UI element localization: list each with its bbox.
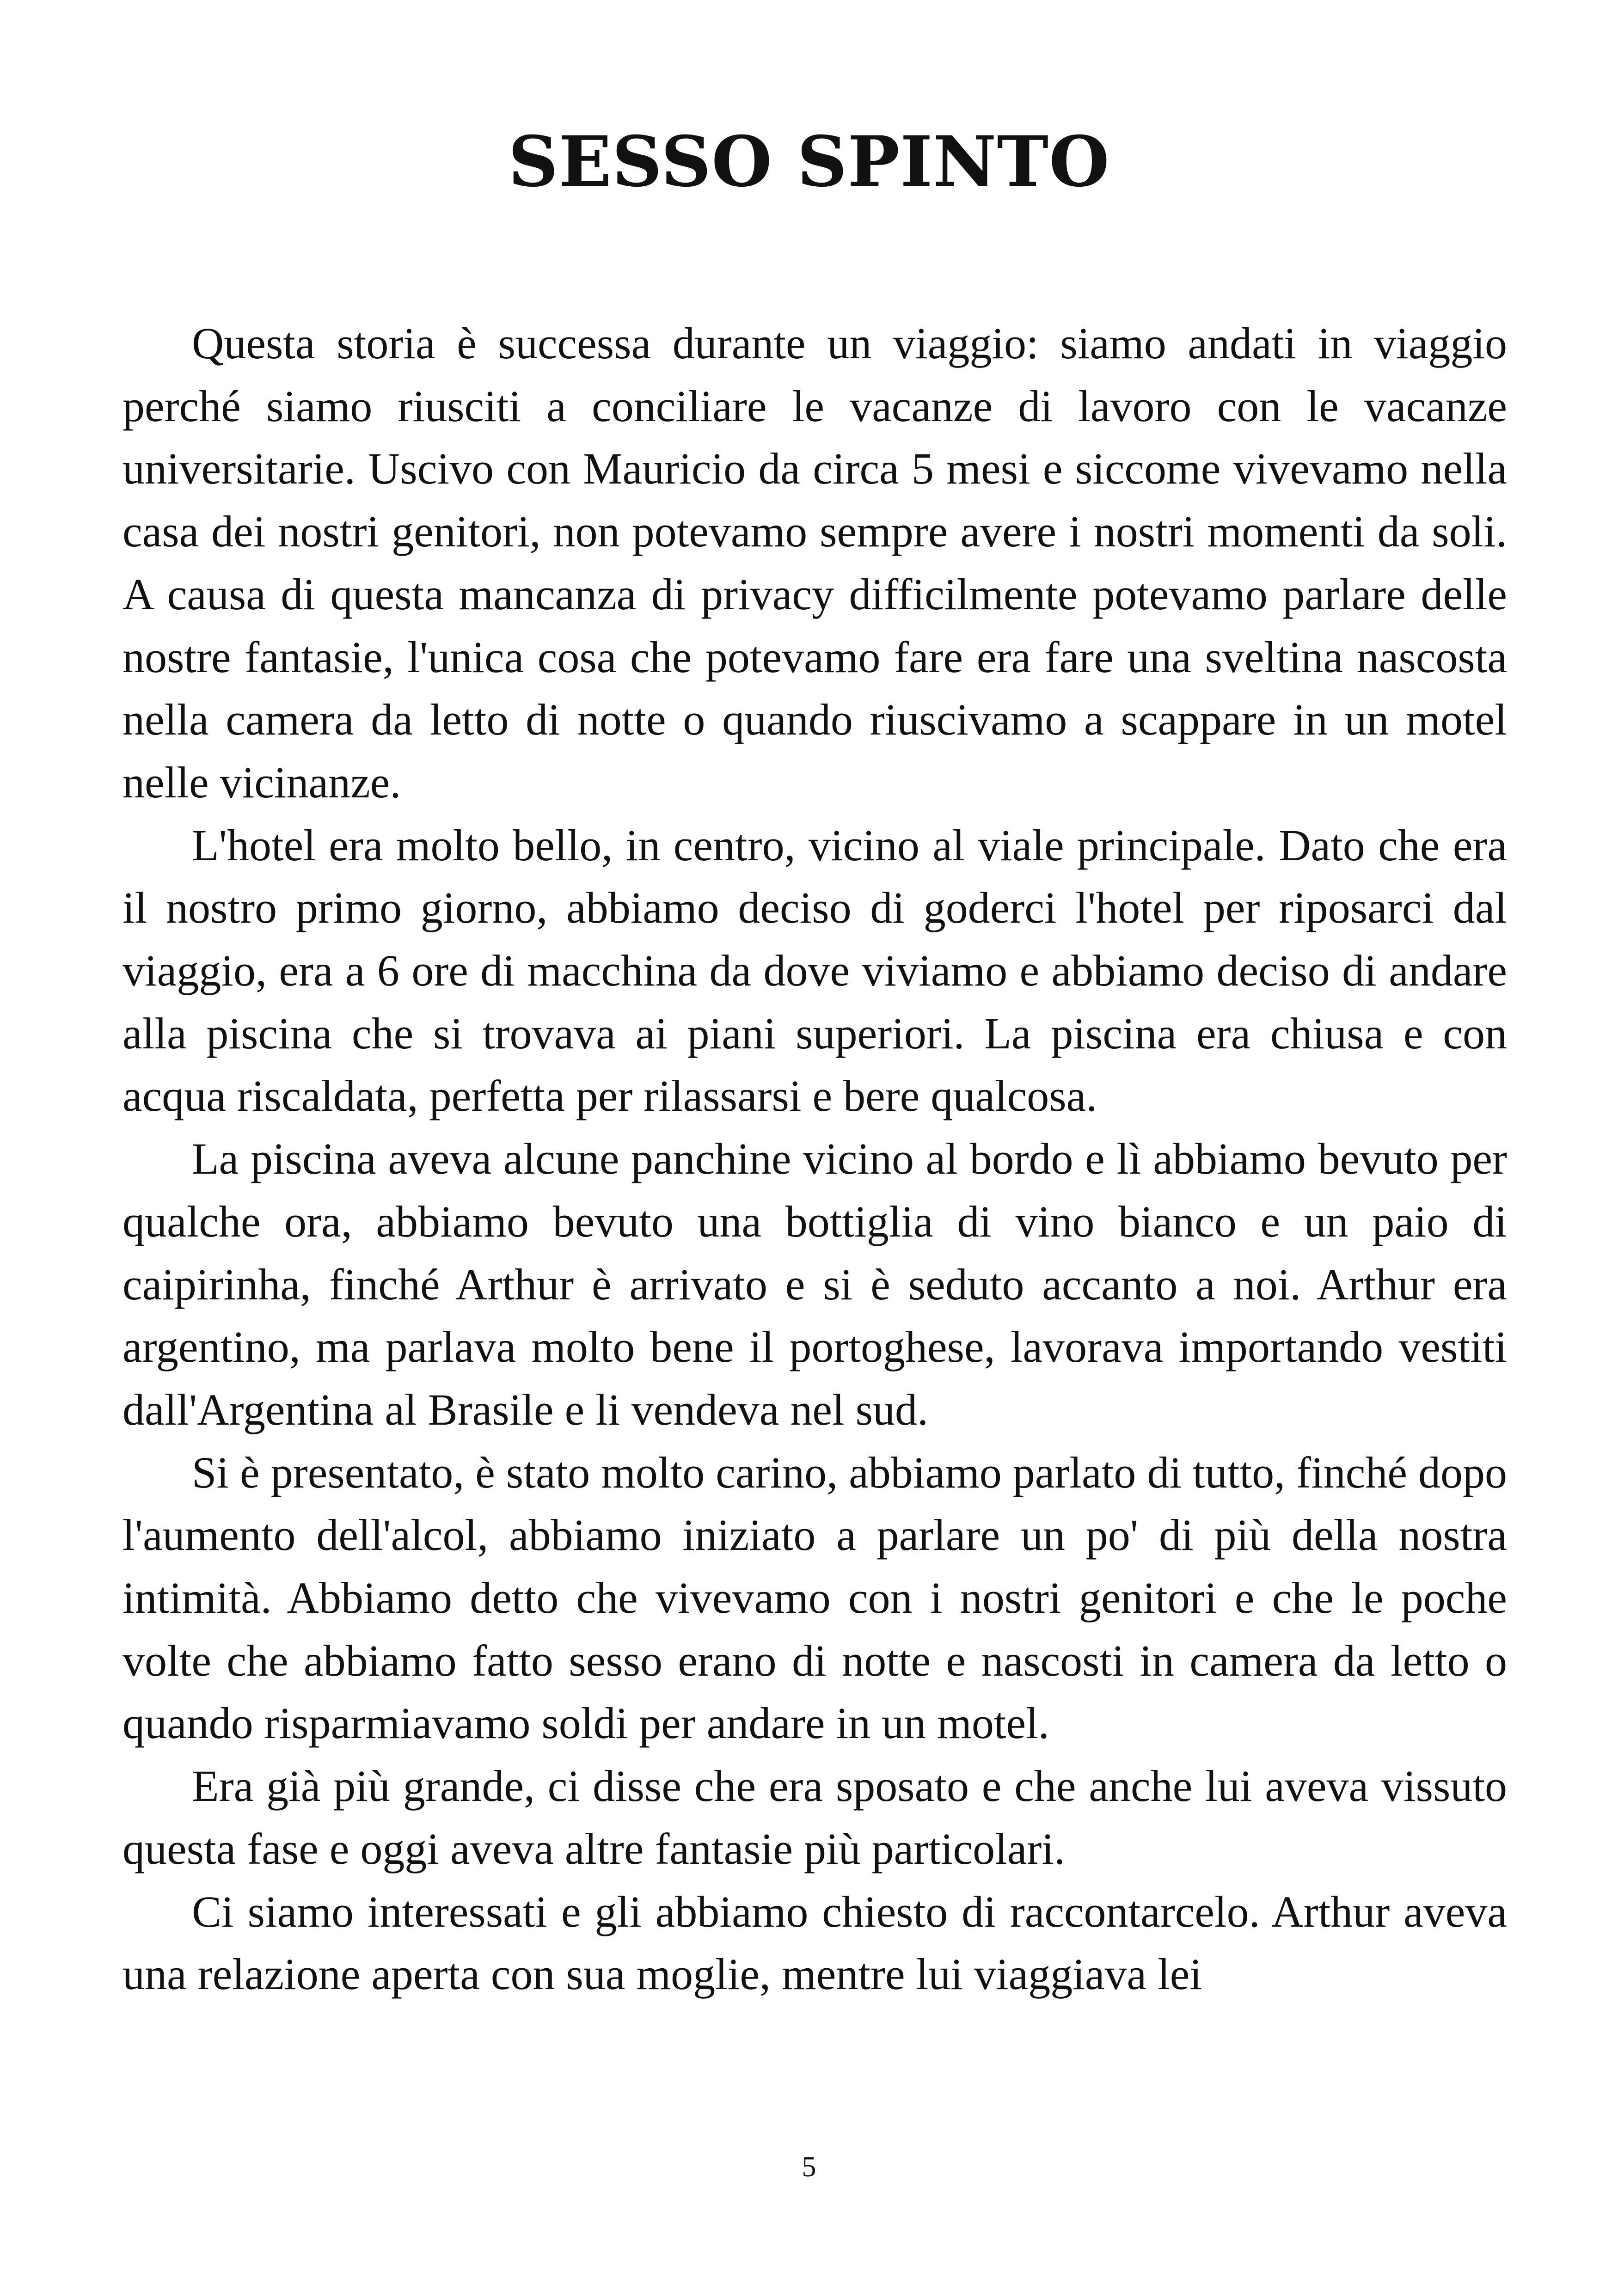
page-number: 5 [802, 2151, 816, 2183]
paragraph: La piscina aveva alcune panchine vicino al bordo e lì abbiamo bevuto per qualche ora, abbiamo bevuto una bottiglia di vino bianco e un paio di caipirinha, finché Arthur è arrivato e si è seduto accanto a noi. Arthur era argentino, ma parlava molto bene il portoghese, lavorava importando vestiti dall'Argentina al Brasile e li vendeva nel sud. [123, 1134, 1507, 1434]
paragraph: Era già più grande, ci disse che era sposato e che anche lui aveva vissuto questa fase e oggi aveva altre fantasie più particolari. [123, 1761, 1507, 1874]
paragraph: Questa storia è successa durante un viaggio: siamo andati in viaggio perché siamo riusciti a conciliare le vacanze di lavoro con le vacanze universitarie. Uscivo con Mauricio da circa 5 mesi e siccome vivevamo nella casa dei nostri genitori, non potevamo sempre avere i nostri momenti da soli. A causa di questa mancanza di privacy difficilmente potevamo parlare delle nostre fantasie, l'unica cosa che potevamo fare era fare una sveltina nascosta nella camera da letto di notte o quando riuscivamo a scappare in un motel nelle vicinanze. [123, 318, 1507, 807]
chapter-title: SESSO SPINTO [508, 121, 1110, 202]
paragraph: L'hotel era molto bello, in centro, vicino al viale principale. Dato che era il nostro primo giorno, abbiamo deciso di goderci l'hotel per riposarci dal viaggio, era a 6 ore di macchina da dove viviamo e abbiamo deciso di andare alla piscina che si trovava ai piani superiori. La piscina era chiusa e con acqua riscaldata, perfetta per rilassarsi e bere qualcosa. [123, 820, 1507, 1121]
body-text [123, 312, 1507, 2006]
paragraph: Ci siamo interessati e gli abbiamo chiesto di raccontarcelo. Arthur aveva una relazione aperta con sua moglie, mentre lui viaggiava lei [123, 1886, 1507, 1999]
paragraph: Si è presentato, è stato molto carino, abbiamo parlato di tutto, finché dopo l'aumento dell'alcol, abbiamo iniziato a parlare un po' di più della nostra intimità. Abbiamo detto che vivevamo con i nostri genitori e che le poche volte che abbiamo fatto sesso erano di notte e nascosti in camera da letto o quando risparmiavamo soldi per andare in un motel. [123, 1447, 1507, 1748]
